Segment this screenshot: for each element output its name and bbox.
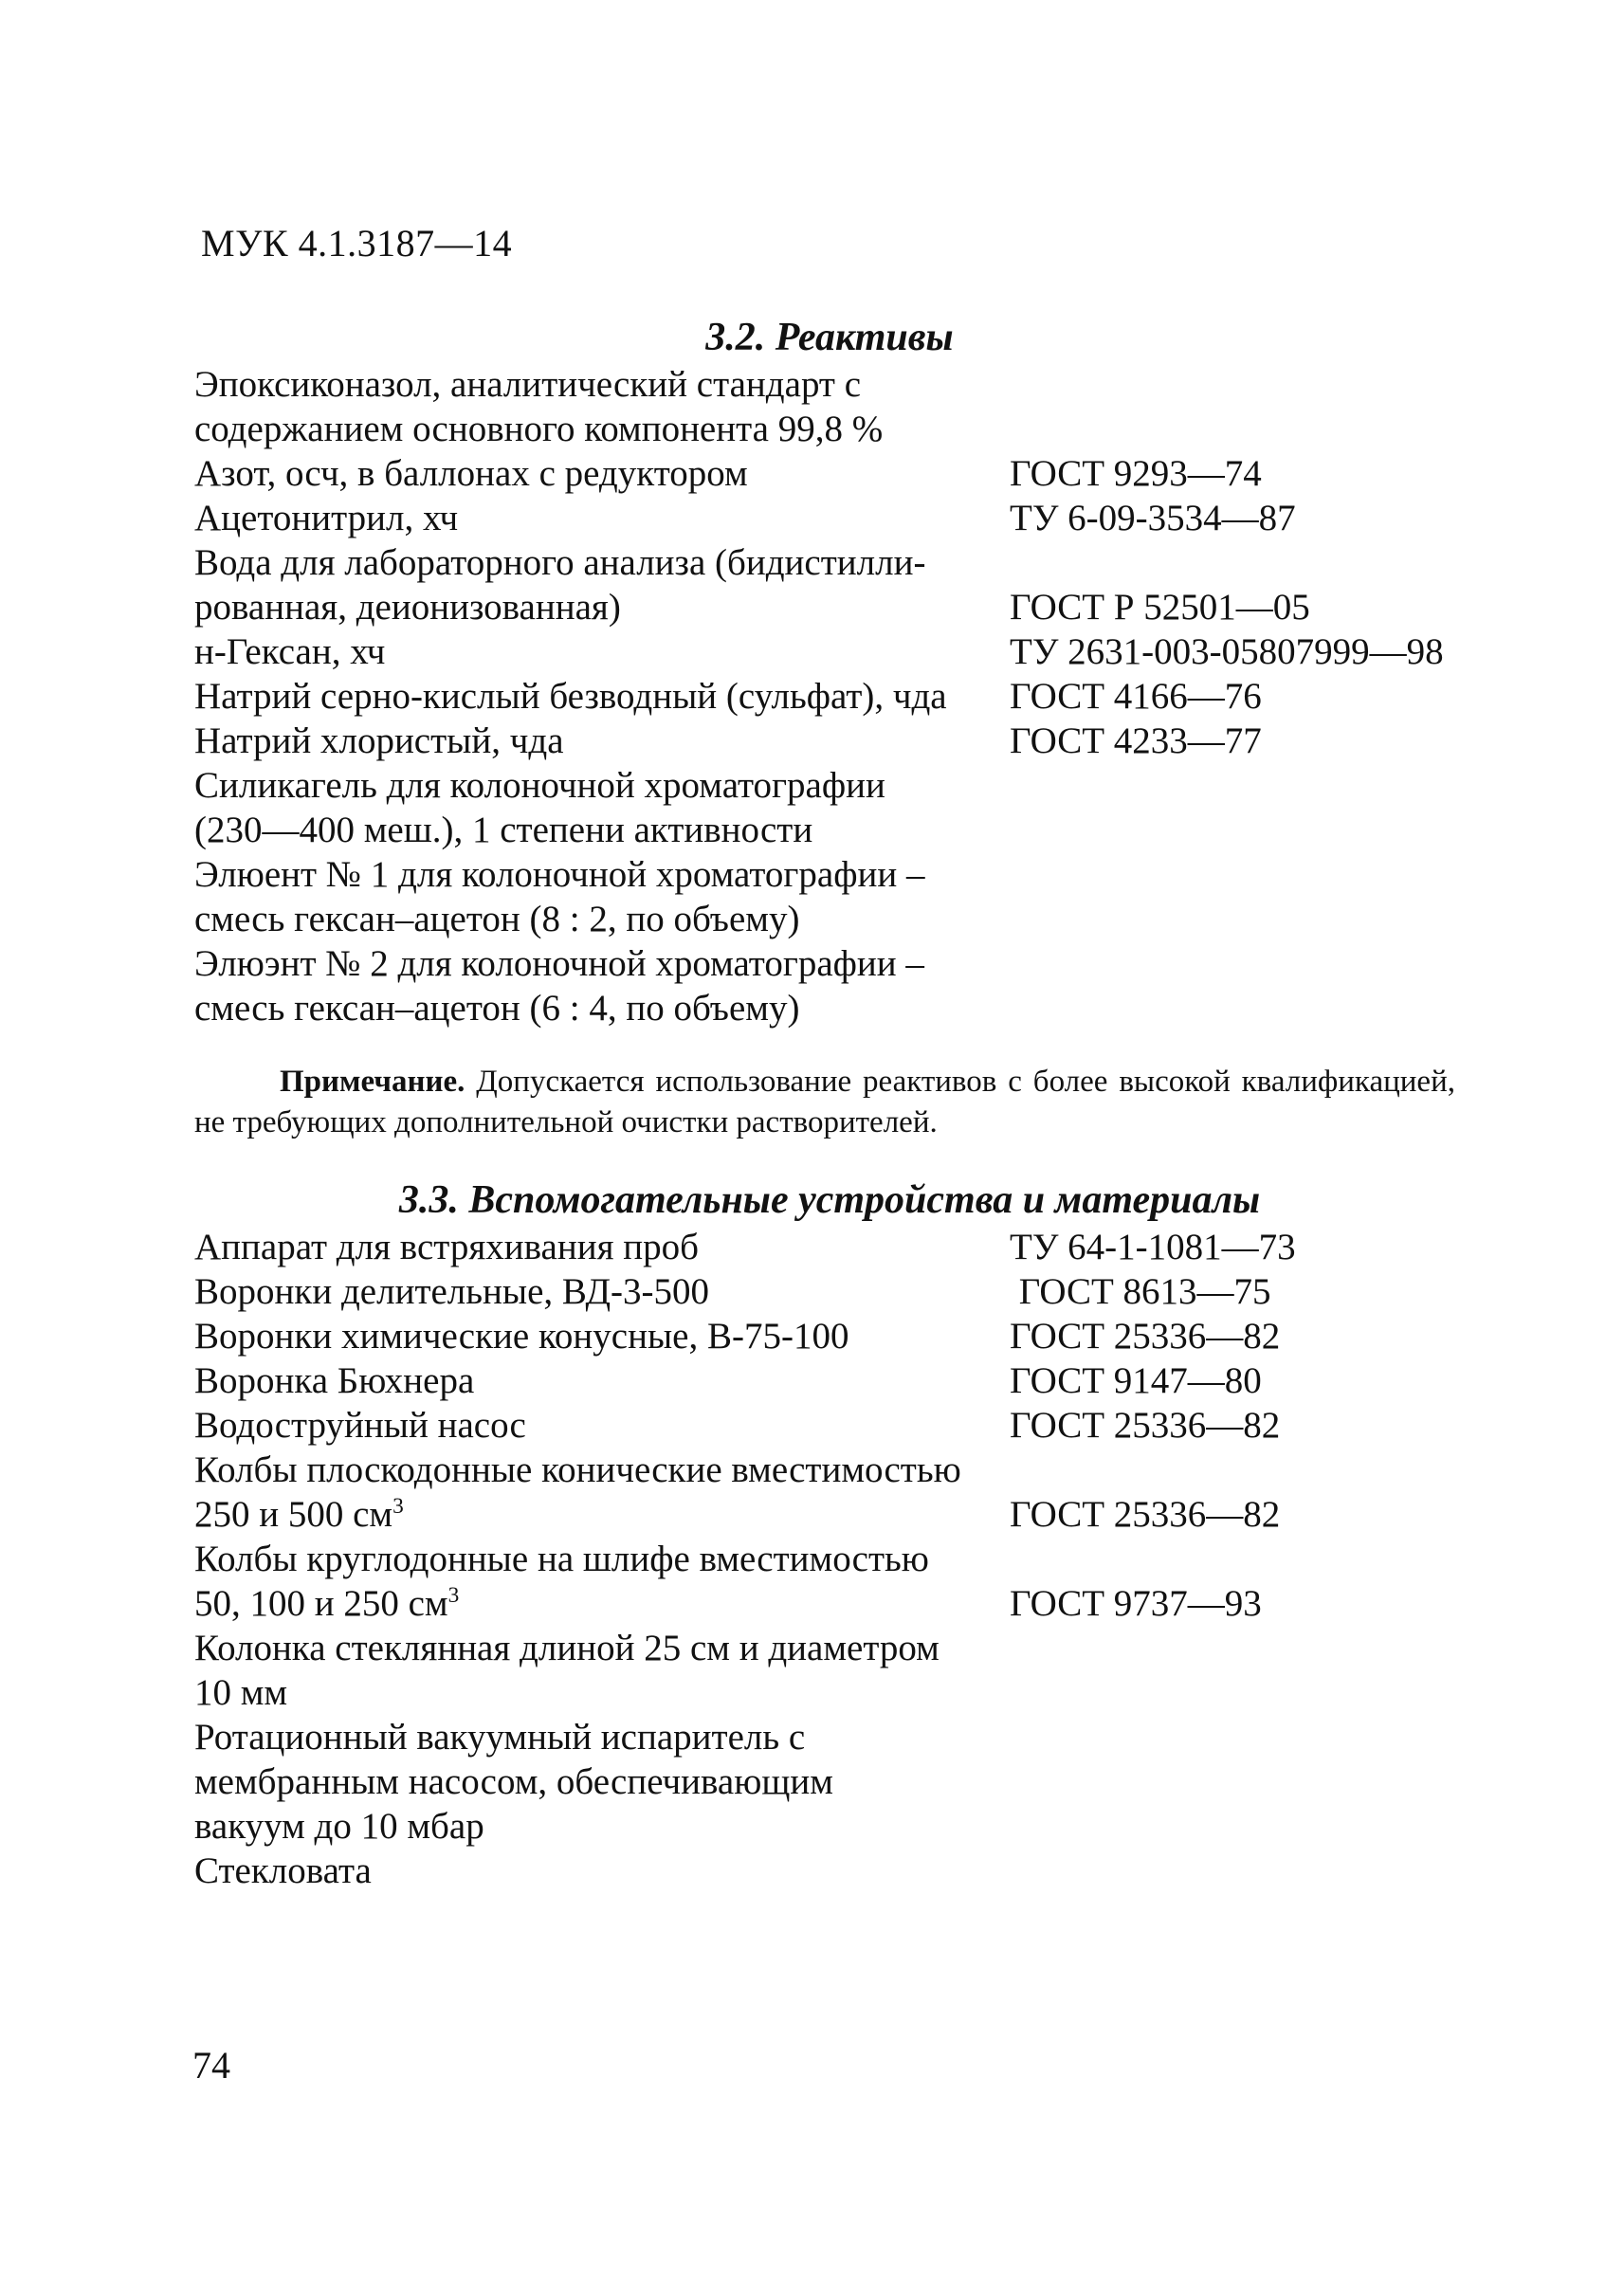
- item-name-line: смесь гексан–ацетон (8 : 2, по объему): [194, 899, 800, 939]
- item-name-line: Азот, осч, в баллонах с редуктором: [194, 453, 748, 494]
- item-name: [194, 1225, 1010, 1269]
- equipment-item: [194, 1626, 1465, 1715]
- item-name-line: Элюент № 1 для колоночной хроматографии –: [194, 854, 925, 895]
- item-name: [194, 1448, 1010, 1537]
- item-standard: ГОСТ 9293—74: [1010, 453, 1262, 494]
- item-name-line: Ацетонитрил, хч: [194, 498, 459, 538]
- item-name-line: н-Гексан, хч: [194, 631, 386, 672]
- item-name: [194, 1269, 1010, 1314]
- item-name-line: смесь гексан–ацетон (6 : 4, по объему): [194, 988, 800, 1029]
- reagents-item: [194, 540, 1465, 629]
- reagents-item: [194, 629, 1465, 674]
- item-standard: ГОСТ 9737—93: [1010, 1583, 1262, 1624]
- item-standard: ТУ 6-09-3534—87: [1010, 498, 1296, 538]
- unit-superscript: 3: [447, 1583, 460, 1608]
- item-name-line: 10 мм: [194, 1672, 288, 1713]
- reagents-item: [194, 674, 1465, 719]
- equipment-list: [194, 1225, 1465, 1893]
- item-name-line: Силикагель для колоночной хроматографии: [194, 765, 885, 806]
- item-name-line: Ротационный вакуумный испаритель с: [194, 1717, 806, 1758]
- equipment-item: [194, 1849, 1465, 1893]
- reagents-item: [194, 941, 1465, 1030]
- item-name: [194, 852, 1010, 941]
- equipment-item: [194, 1225, 1465, 1269]
- equipment-item: [194, 1537, 1465, 1626]
- reagents-item: [194, 451, 1465, 496]
- item-standard: [1010, 1849, 1465, 1893]
- note-text: Допускается использование реактивов с более высокой квалификацией, не требующих дополнительной очистки растворителей.: [194, 1065, 1455, 1139]
- item-name: [194, 629, 1010, 674]
- equipment-section: [194, 1175, 1465, 1893]
- item-standard: ТУ 2631-003-05807999—98: [1010, 631, 1444, 672]
- item-name-line: Колбы круглодонные на шлифе вместимостью: [194, 1539, 929, 1579]
- equipment-item: [194, 1715, 1465, 1849]
- item-name-line: Стекловата: [194, 1850, 372, 1891]
- item-name: [194, 1358, 1010, 1403]
- item-name-line: Вода для лабораторного анализа (бидистилли-: [194, 542, 926, 583]
- item-standard: ГОСТ 25336—82: [1010, 1316, 1281, 1357]
- item-name-line: 250 и 500 см: [194, 1494, 393, 1535]
- item-standard: ГОСТ 25336—82: [1010, 1494, 1281, 1535]
- item-name: [194, 1537, 1010, 1626]
- equipment-item: [194, 1403, 1465, 1448]
- item-name-line: Колонка стеклянная длиной 25 см и диаметром: [194, 1628, 940, 1668]
- item-name-line: 50, 100 и 250 см: [194, 1583, 448, 1624]
- equipment-item: [194, 1358, 1465, 1403]
- note-paragraph: [194, 1062, 1455, 1143]
- document-code: МУК 4.1.3187—14: [201, 222, 513, 264]
- item-name-line: Колбы плоскодонные конические вместимостью: [194, 1449, 961, 1490]
- item-name-line: Натрий хлористый, чда: [194, 720, 564, 761]
- item-name-line: Воронки химические конусные, В-75-100: [194, 1316, 849, 1357]
- item-name: [194, 1715, 1010, 1849]
- equipment-item: [194, 1448, 1465, 1537]
- equipment-item: [194, 1269, 1465, 1314]
- item-name: [194, 1403, 1010, 1448]
- item-name-line: Воронка Бюхнера: [194, 1360, 475, 1401]
- item-standard: ГОСТ 4233—77: [1010, 720, 1262, 761]
- page-number: 74: [192, 2044, 230, 2086]
- reagents-item: [194, 362, 1465, 451]
- item-name-line-wrap: [194, 1492, 1010, 1537]
- item-name-line: Эпоксиконазол, аналитический стандарт с: [194, 364, 862, 405]
- item-name: [194, 540, 1010, 629]
- reagents-item: [194, 763, 1465, 852]
- item-name: [194, 1626, 1010, 1715]
- unit-superscript: 3: [392, 1494, 404, 1519]
- reagents-item: [194, 496, 1465, 540]
- item-name-line: Воронки делительные, ВД-3-500: [194, 1271, 710, 1312]
- item-name: [194, 719, 1010, 763]
- item-name: [194, 674, 1010, 719]
- item-name-line: Водоструйный насос: [194, 1405, 526, 1446]
- item-name-line: Аппарат для встряхивания проб: [194, 1227, 699, 1267]
- item-name-line: (230—400 меш.), 1 степени активности: [194, 810, 813, 850]
- reagents-list: [194, 362, 1465, 1030]
- equipment-title: 3.3. Вспомогательные устройства и материалы: [398, 1178, 1261, 1222]
- item-standard: ГОСТ 4166—76: [1010, 676, 1262, 717]
- note-label: Примечание.: [280, 1065, 465, 1099]
- item-name-line-wrap: [194, 1581, 1010, 1626]
- equipment-item: [194, 1314, 1465, 1358]
- reagents-section: [194, 313, 1465, 1030]
- reagents-item: [194, 852, 1465, 941]
- item-name: [194, 496, 1010, 540]
- item-standard: ГОСТ 8613—75: [1010, 1271, 1271, 1312]
- item-name-line: мембранным насосом, обеспечивающим: [194, 1761, 833, 1802]
- item-standard: ГОСТ Р 52501—05: [1010, 587, 1310, 628]
- item-name: [194, 451, 1010, 496]
- item-standard: ТУ 64-1-1081—73: [1010, 1227, 1296, 1267]
- item-name-line: Натрий серно-кислый безводный (сульфат), чда: [194, 676, 947, 717]
- reagents-title: 3.2. Реактивы: [705, 316, 954, 359]
- item-standard: ГОСТ 25336—82: [1010, 1405, 1281, 1446]
- item-name-line: содержанием основного компонента 99,8 %: [194, 409, 884, 449]
- item-name: [194, 1314, 1010, 1358]
- item-standard: ГОСТ 9147—80: [1010, 1360, 1262, 1401]
- item-name-line: вакуум до 10 мбар: [194, 1806, 484, 1847]
- item-name: [194, 1849, 1010, 1893]
- item-name: [194, 941, 1010, 1030]
- item-name: [194, 763, 1010, 852]
- item-name-line: рованная, деионизованная): [194, 587, 621, 628]
- item-name: [194, 362, 1010, 451]
- item-name-line: Элюэнт № 2 для колоночной хроматографии –: [194, 943, 924, 984]
- reagents-item: [194, 719, 1465, 763]
